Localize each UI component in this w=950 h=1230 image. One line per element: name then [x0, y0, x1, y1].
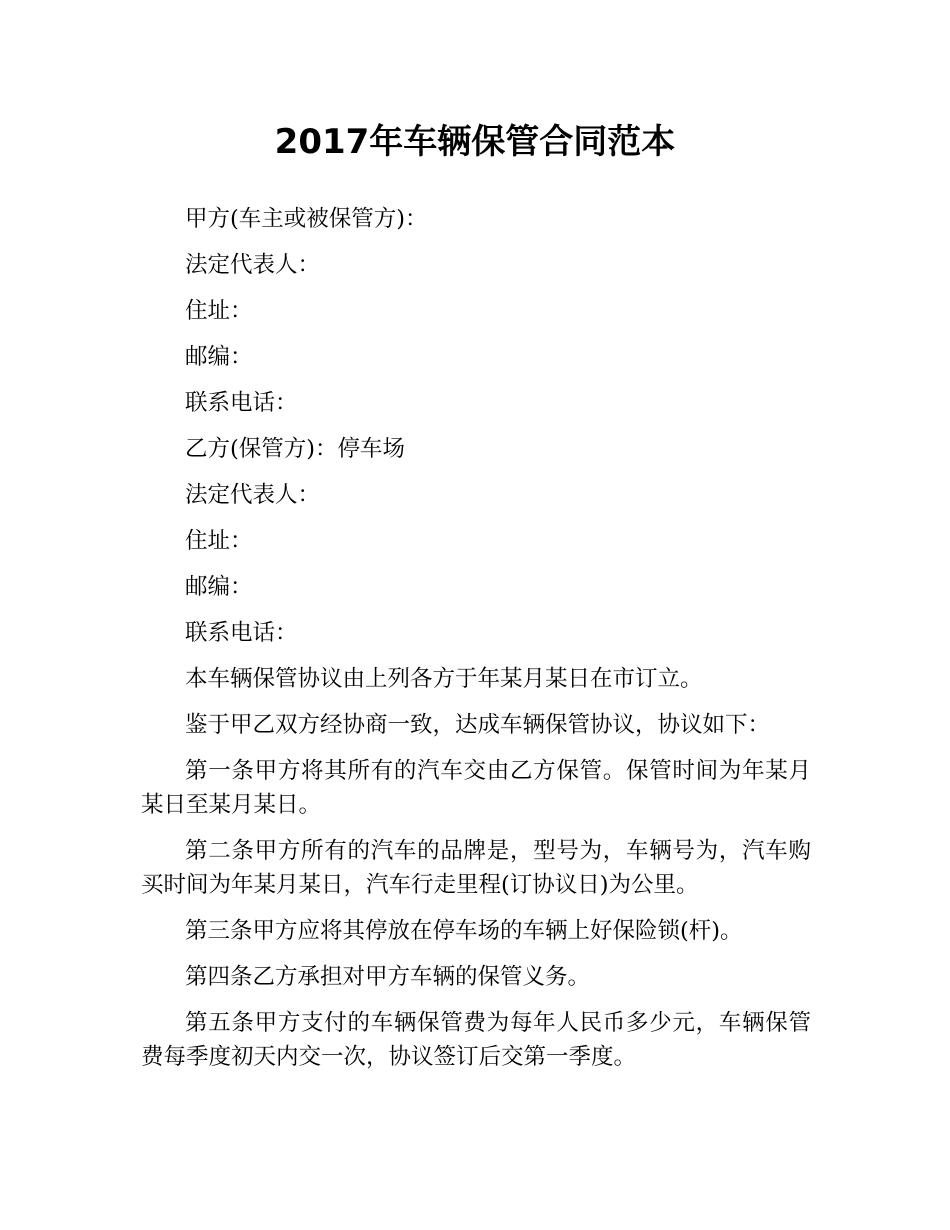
party-a-address: 住址：: [185, 298, 253, 324]
document-body: [141, 202, 811, 1086]
party-b-phone: 联系电话：: [185, 620, 298, 646]
party-a-postcode: 邮编：: [185, 344, 253, 370]
party-a-representative: 法定代表人：: [185, 252, 321, 278]
party-b-label: 乙方(保管方)：停车场: [185, 436, 406, 462]
party-b-representative: 法定代表人：: [185, 482, 321, 508]
party-a-phone: 联系电话：: [185, 390, 298, 416]
clause-1: 第一条甲方将其所有的汽车交由乙方保管。保管时间为年某月某日至某月某日。: [141, 758, 811, 818]
clause-2: 第二条甲方所有的汽车的品牌是，型号为，车辆号为，汽车购买时间为年某月某日，汽车行走里程(订协议日)为公里。: [141, 838, 811, 898]
document-title: 2017年车辆保管合同范本: [274, 122, 676, 162]
party-a-label: 甲方(车主或被保管方)：: [185, 206, 428, 232]
party-b-address: 住址：: [185, 528, 253, 554]
agreement-preamble: 鉴于甲乙双方经协商一致，达成车辆保管协议，协议如下：: [185, 712, 771, 738]
agreement-statement: 本车辆保管协议由上列各方于年某月某日在市订立。: [185, 666, 703, 692]
clause-3: 第三条甲方应将其停放在停车场的车辆上好保险锁(杆)。: [185, 918, 743, 944]
party-b-postcode: 邮编：: [185, 574, 253, 600]
clause-4: 第四条乙方承担对甲方车辆的保管义务。: [185, 964, 591, 990]
clause-5: 第五条甲方支付的车辆保管费为每年人民币多少元，车辆保管费每季度初天内交一次，协议签订后交第一季度。: [141, 1010, 811, 1070]
